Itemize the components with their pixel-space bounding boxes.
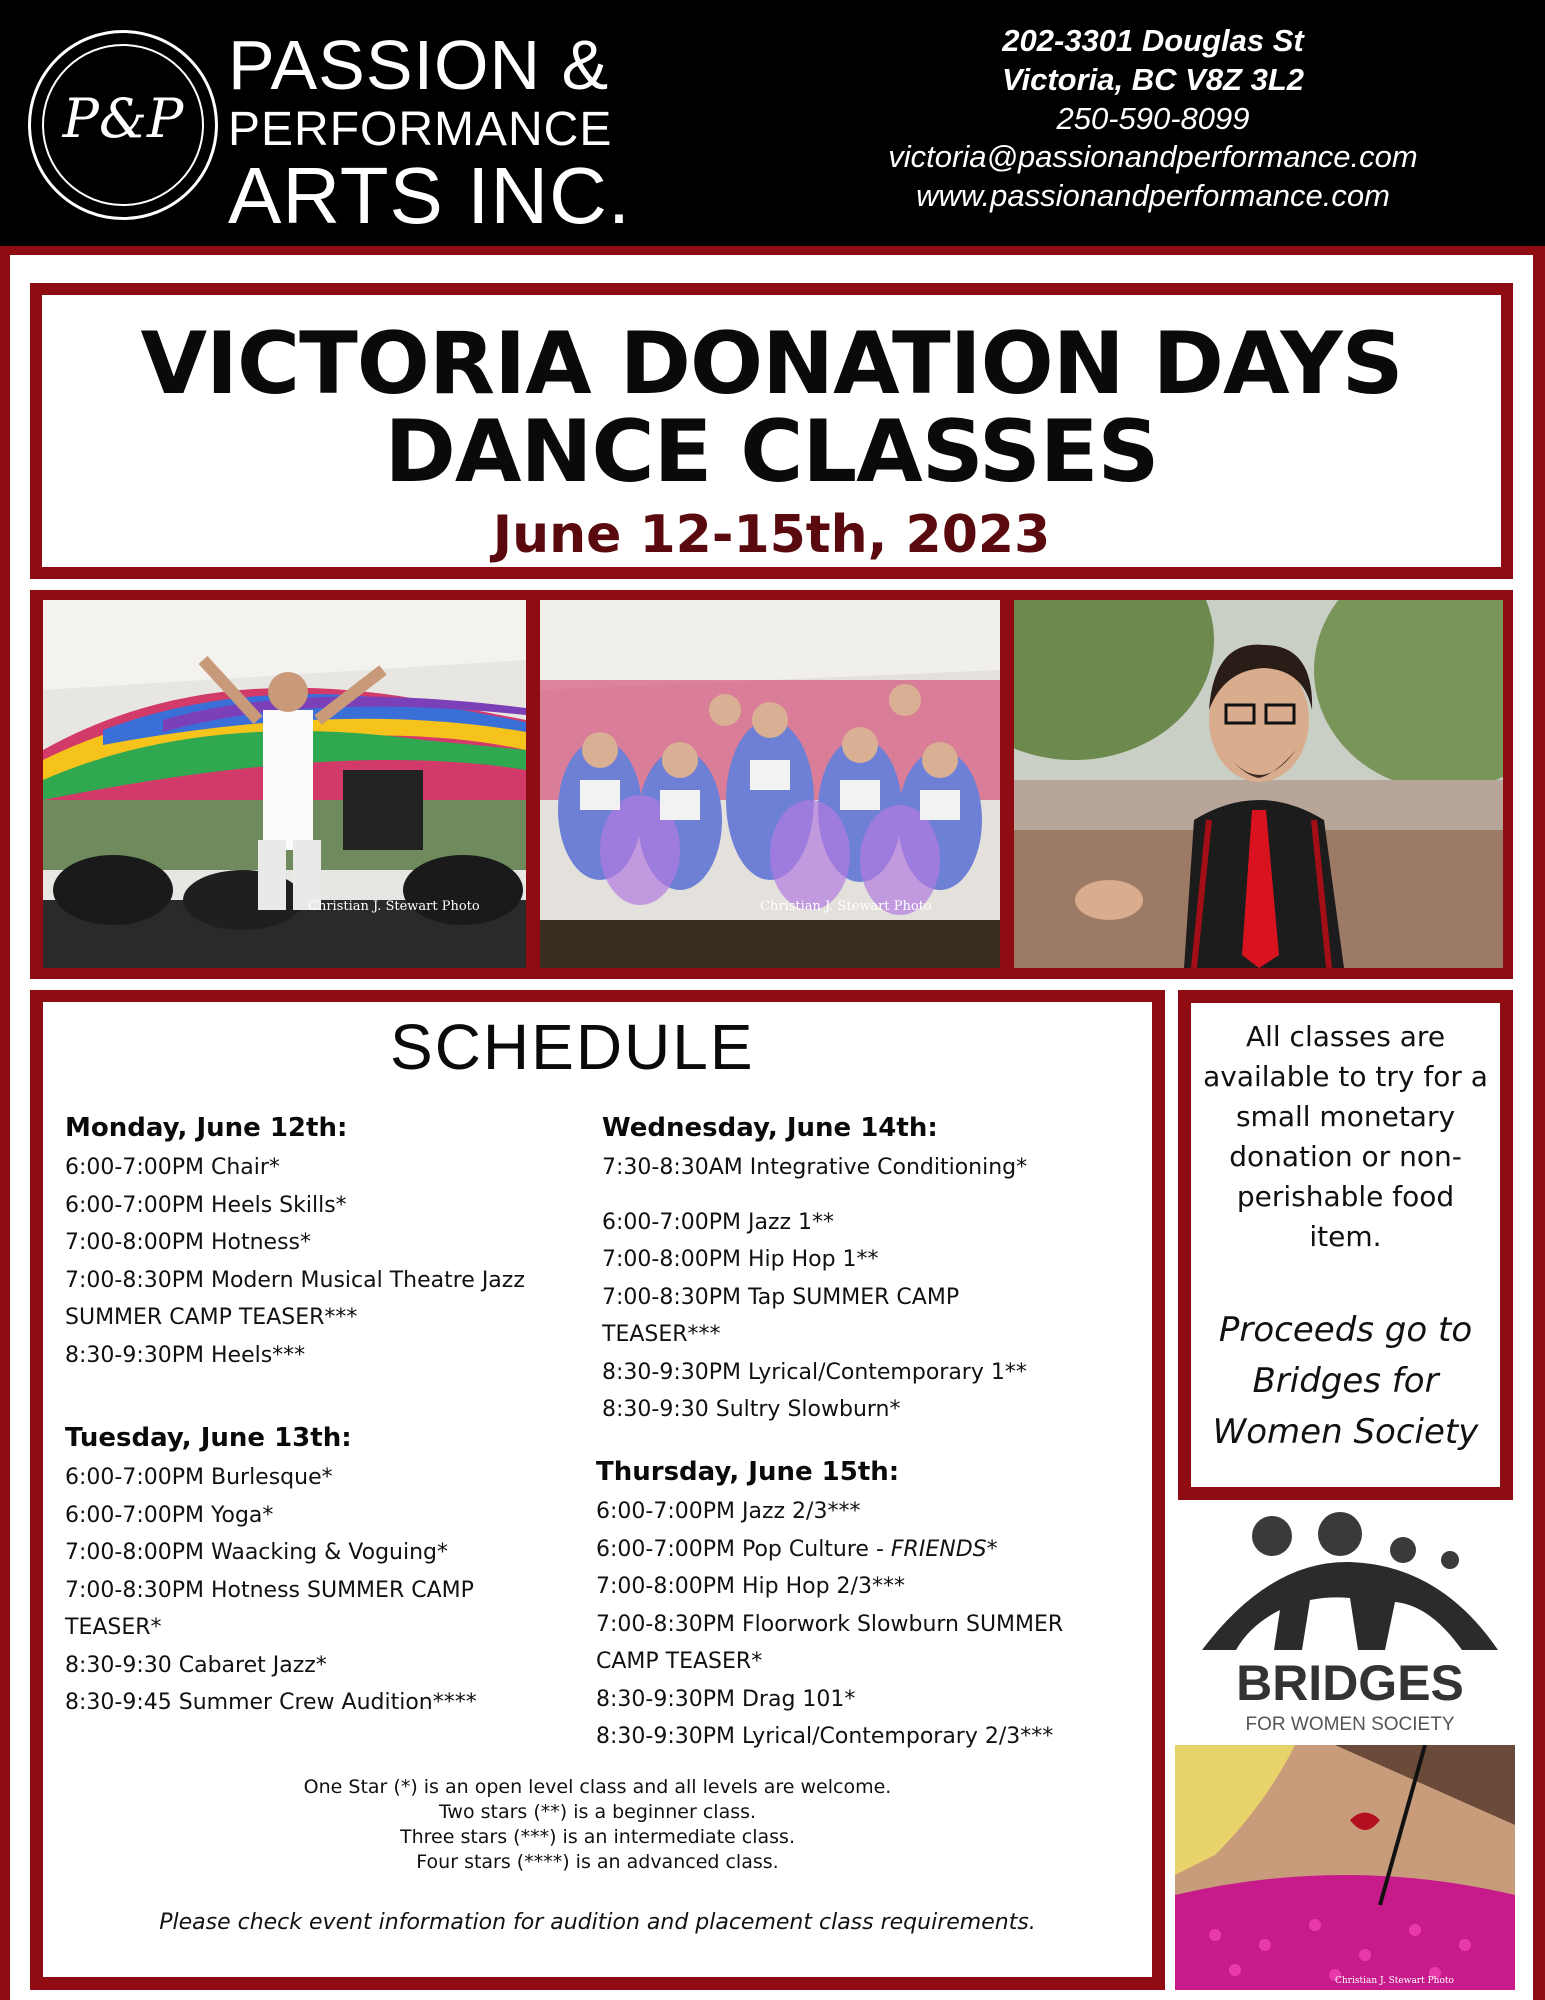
photo-sequin-dancer xyxy=(1175,1745,1515,1990)
star-legend xyxy=(43,1775,1152,1875)
legend-line: One Star (*) is an open level class and all levels are welcome. xyxy=(303,1776,892,1798)
class-item: 7:00-8:30PM Tap SUMMER CAMP xyxy=(602,1284,960,1310)
class-item: 8:30-9:30PM Lyrical/Contemporary 1** xyxy=(602,1359,1027,1385)
class-item: 6:00-7:00PM Yoga* xyxy=(65,1502,274,1528)
photo-credit-1: Christian J. Stewart Photo xyxy=(308,899,480,914)
bridges-logo xyxy=(1190,1510,1510,1740)
event-date: June 12-15th, 2023 xyxy=(492,505,1051,565)
page-title-line-1: VICTORIA DONATION DAYS xyxy=(140,314,1403,414)
website-link[interactable]: www.passionandperformance.com xyxy=(916,178,1390,213)
monday-title: Monday, June 12th: xyxy=(65,1113,348,1143)
donation-info xyxy=(1191,1017,1500,1257)
title-box xyxy=(42,295,1501,567)
email-link[interactable]: victoria@passionandperformance.com xyxy=(888,139,1418,175)
phone-number[interactable]: 250-590-8099 xyxy=(1056,100,1250,136)
class-prefix: 6:00-7:00PM Pop Culture - xyxy=(596,1536,891,1562)
header-bar xyxy=(0,0,1545,246)
brand-logo xyxy=(28,30,218,220)
wednesday-title: Wednesday, June 14th: xyxy=(602,1113,938,1143)
schedule-heading: SCHEDULE xyxy=(390,1011,755,1083)
address-line-1: 202-3301 Douglas St xyxy=(1002,23,1304,58)
thursday-title: Thursday, June 15th: xyxy=(596,1457,900,1487)
logo-monogram-graphic xyxy=(31,33,215,217)
donation-info-line: available to try for a xyxy=(1203,1060,1488,1093)
class-item: CAMP TEASER* xyxy=(596,1649,763,1674)
class-item: 7:00-8:30PM Modern Musical Theatre Jazz xyxy=(65,1267,525,1293)
class-item: 7:00-8:00PM Waacking & Voguing* xyxy=(65,1540,449,1565)
class-item xyxy=(596,1531,1063,1569)
class-item: 8:30-9:45 Summer Crew Audition**** xyxy=(65,1690,477,1715)
legend-line: Two stars (**) is a beginner class. xyxy=(438,1801,757,1823)
bridges-name: BRIDGES xyxy=(1236,1655,1464,1711)
class-suffix: * xyxy=(986,1536,998,1562)
brand-line-3: ARTS INC. xyxy=(228,151,632,240)
class-item: 6:00-7:00PM Jazz 1** xyxy=(602,1209,835,1235)
class-item: SUMMER CAMP TEASER*** xyxy=(65,1305,358,1330)
class-item: 7:00-8:00PM Hotness* xyxy=(65,1230,312,1255)
proceeds-line: Proceeds go to xyxy=(1218,1310,1473,1350)
class-item: 7:00-8:30PM Floorwork Slowburn SUMMER xyxy=(596,1611,1064,1637)
photo-dance-crew xyxy=(540,600,1000,968)
legend-line: Three stars (***) is an intermediate class. xyxy=(399,1826,795,1848)
class-item: 8:30-9:30PM Lyrical/Contemporary 2/3*** xyxy=(596,1724,1054,1749)
page-frame xyxy=(10,255,1533,2000)
class-item: 8:30-9:30PM Heels*** xyxy=(65,1342,306,1368)
address-line-2: Victoria, BC V8Z 3L2 xyxy=(1001,61,1305,97)
proceeds-line: Women Society xyxy=(1212,1412,1479,1452)
donation-info-line: small monetary xyxy=(1235,1100,1456,1133)
proceeds-statement xyxy=(1191,1305,1500,1458)
class-item: 6:00-7:00PM Heels Skills* xyxy=(65,1192,347,1218)
page-title-line-2: DANCE CLASSES xyxy=(384,402,1159,502)
photo-credit-3: Christian J. Stewart Photo xyxy=(1335,1976,1454,1986)
thursday-schedule xyxy=(596,1457,1063,1756)
donation-info-line: donation or non- xyxy=(1229,1140,1462,1173)
brand-line-1: PASSION & xyxy=(228,26,610,104)
class-item: 8:30-9:30PM Drag 101* xyxy=(596,1686,856,1712)
class-item: 8:30-9:30 Cabaret Jazz* xyxy=(65,1652,327,1678)
class-item: TEASER*** xyxy=(602,1322,721,1347)
bridges-subtitle: FOR WOMEN SOCIETY xyxy=(1245,1714,1455,1735)
class-item: 7:00-8:00PM Hip Hop 2/3*** xyxy=(596,1574,905,1599)
donation-info-line: item. xyxy=(1309,1220,1382,1253)
photo-performer-stage xyxy=(43,600,526,968)
tuesday-schedule xyxy=(65,1423,477,1722)
class-item: 7:30-8:30AM Integrative Conditioning* xyxy=(602,1155,1028,1180)
brand-line-2: PERFORMANCE xyxy=(228,103,613,156)
audition-note: Please check event information for audition and placement class requirements. xyxy=(159,1910,1036,1935)
contact-info xyxy=(803,22,1503,216)
photo-smiling-dancer xyxy=(1014,600,1503,968)
donation-info-line: perishable food xyxy=(1236,1180,1455,1213)
logo-monogram: P&P xyxy=(62,87,184,150)
brand-name xyxy=(228,26,632,240)
photo-credit-2: Christian J. Stewart Photo xyxy=(760,899,932,914)
class-item: TEASER* xyxy=(65,1615,162,1640)
class-item: 6:00-7:00PM Chair* xyxy=(65,1155,280,1180)
class-item: 7:00-8:00PM Hip Hop 1** xyxy=(602,1247,879,1272)
donation-info-line: All classes are xyxy=(1245,1020,1446,1053)
class-item: 7:00-8:30PM Hotness SUMMER CAMP xyxy=(65,1577,474,1603)
wednesday-schedule xyxy=(602,1113,1027,1429)
proceeds-line: Bridges for xyxy=(1252,1361,1439,1401)
class-item: 6:00-7:00PM Burlesque* xyxy=(65,1465,333,1490)
bridges-logo-graphic xyxy=(1190,1510,1510,1740)
class-item: 8:30-9:30 Sultry Slowburn* xyxy=(602,1397,901,1422)
monday-schedule xyxy=(65,1113,525,1374)
tuesday-title: Tuesday, June 13th: xyxy=(65,1423,352,1453)
class-item: 6:00-7:00PM Jazz 2/3*** xyxy=(596,1499,861,1524)
legend-line: Four stars (****) is an advanced class. xyxy=(416,1851,779,1873)
class-italic-title: FRIENDS xyxy=(890,1536,987,1562)
